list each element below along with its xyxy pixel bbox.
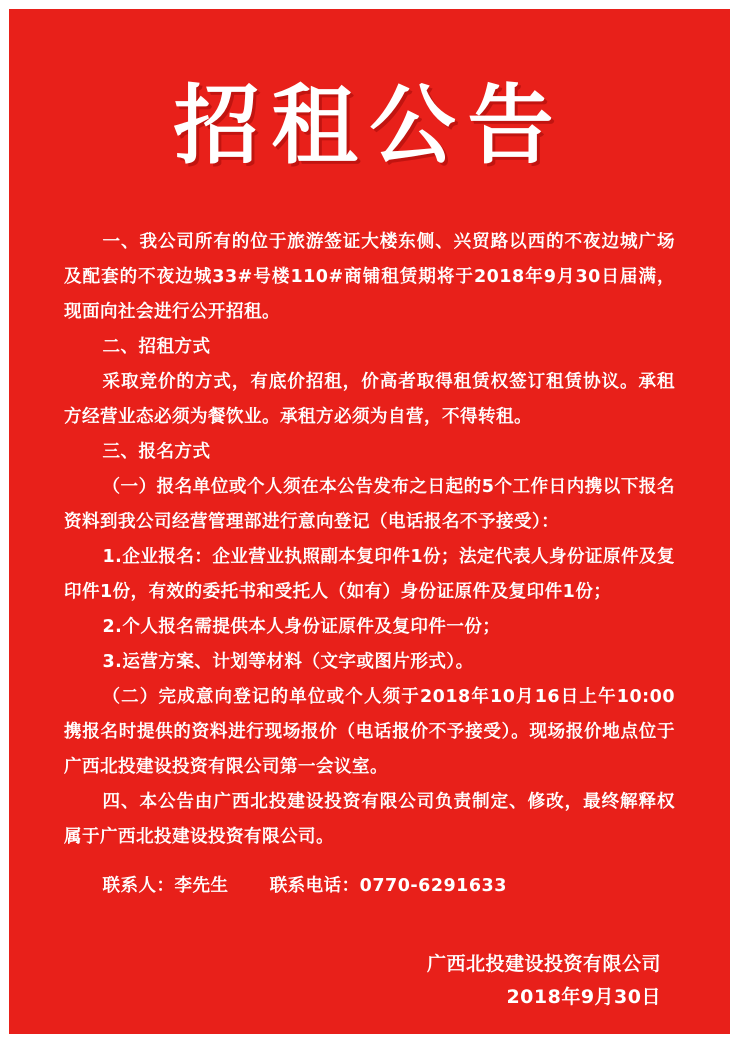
signature-company: 广西北投建设投资有限公司 <box>426 953 661 975</box>
paragraph-5: （一）报名单位或个人须在本公告发布之日起的5个工作日内携以下报名资料到我公司经营管理部进行意向登记（电话报名不予接受）： <box>64 477 675 532</box>
contact-line <box>64 869 675 904</box>
paragraph-8: 3.运营方案、计划等材料（文字或图片形式）。 <box>102 652 474 672</box>
contact-phone: 联系电话：0770-6291633 <box>269 876 507 896</box>
poster-content <box>9 9 730 1034</box>
paragraph-2: 二、招租方式 <box>102 337 211 357</box>
paragraph-6: 1.企业报名：企业营业执照副本复印件1份；法定代表人身份证原件及复印件1份，有效的委托书和受托人（如有）身份证原件及复印件1份； <box>64 547 675 602</box>
paragraph-4: 三、报名方式 <box>102 442 211 462</box>
paragraph-10: 四、本公告由广西北投建设投资有限公司负责制定、修改，最终解释权属于广西北投建设投资有限公司。 <box>64 792 675 847</box>
contact-person: 联系人：李先生 <box>102 876 229 896</box>
paragraph-3: 采取竞价的方式，有底价招租，价高者取得租赁权签订租赁协议。承租方经营业态必须为餐饮业。承租方必须为自营，不得转租。 <box>64 372 675 427</box>
announcement-body <box>64 225 675 855</box>
signature-date: 2018年9月30日 <box>506 986 661 1009</box>
paragraph-9: （二）完成意向登记的单位或个人须于2018年10月16日上午10:00携报名时提供的资料进行现场报价（电话报价不予接受）。现场报价地点位于广西北投建设投资有限公司第一会议室。 <box>64 687 675 777</box>
paragraph-1: 一、我公司所有的位于旅游签证大楼东侧、兴贸路以西的不夜边城广场及配套的不夜边城33#号楼110#商铺租赁期将于2018年9月30日届满，现面向社会进行公开招租。 <box>64 232 675 322</box>
paragraph-7: 2.个人报名需提供本人身份证原件及复印件一份； <box>102 617 501 637</box>
page-title: 招租公告 <box>173 75 566 176</box>
signature-block <box>64 948 675 1015</box>
